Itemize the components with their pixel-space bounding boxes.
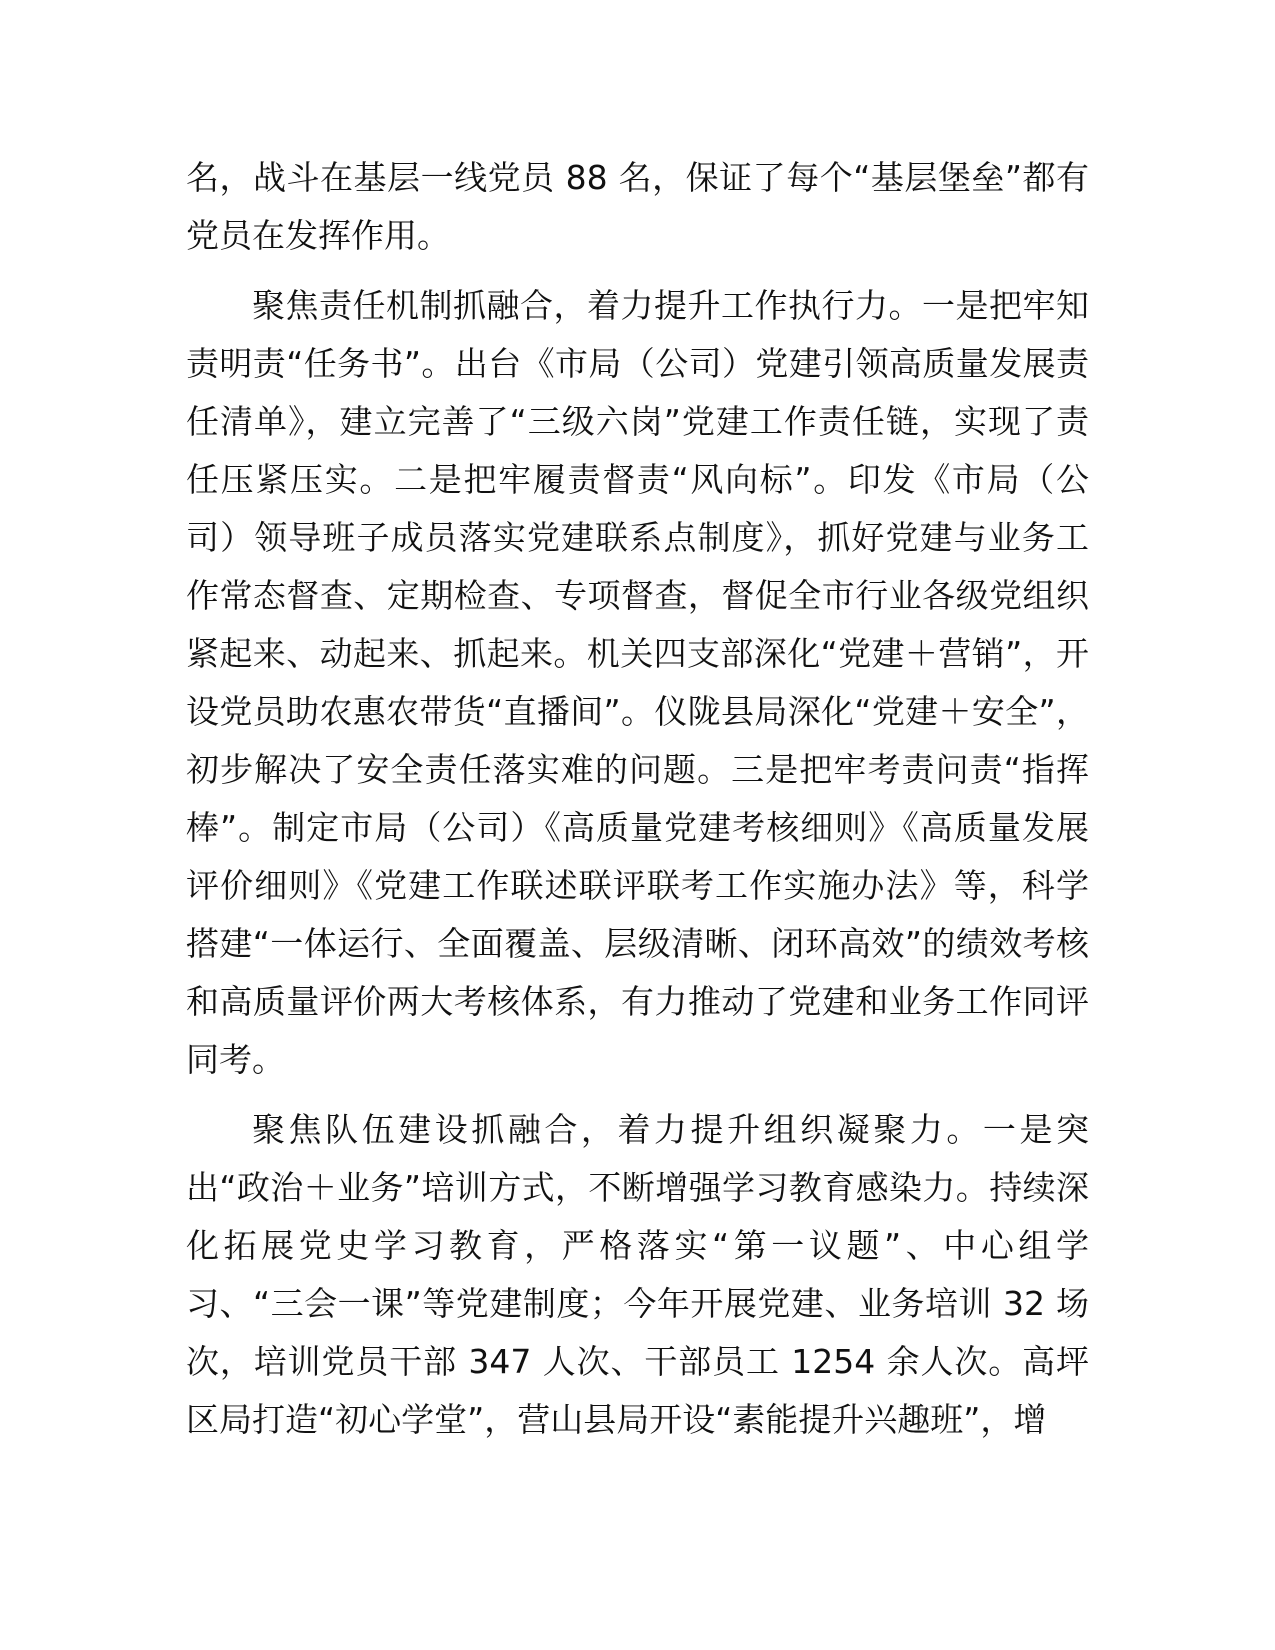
paragraph-1: 名，战斗在基层一线党员 88 名，保证了每个“基层堡垒”都有党员在发挥作用。 xyxy=(186,158,1089,255)
paragraph-2: 聚焦责任机制抓融合，着力提升工作执行力。一是把牢知责明责“任务书”。出台《市局（公司）党建引领高质量发展责任清单》，建立完善了“三级六岗”党建工作责任链，实现了责任压紧压实。二是把牢履责督责“风向标”。印发《市局（公司）领导班子成员落实党建联系点制度》，抓好党建与业务工作常态督查、定期检查、专项督查，督促全市行业各级党组织紧起来、动起来、抓起来。机关四支部深化“党建＋营销”，开设党员助农惠农带货“直播间”。仪陇县局深化“党建＋安全”，初步解决了安全责任落实难的问题。三是把牢考责问责“指挥棒”。制定市局（公司）《高质量党建考核细则》《高质量发展评价细则》《党建工作联述联评联考工作实施办法》等，科学搭建“一体运行、全面覆盖、层级清晰、闭环高效”的绩效考核和高质量评价两大考核体系，有力推动了党建和业务工作同评同考。 xyxy=(186,286,1089,1079)
paragraph-3: 聚焦队伍建设抓融合，着力提升组织凝聚力。一是突出“政治＋业务”培训方式，不断增强学习教育感染力。持续深化拓展党史学习教育，严格落实“第一议题”、中心组学习、“三会一课”等党建制度；今年开展党建、业务培训 32 场次，培训党员干部 347 人次、干部员工 1254 余人次。高坪区局打造“初心学堂”，营山县局开设“素能提升兴趣班”，增 xyxy=(186,1110,1089,1439)
document-body xyxy=(186,149,1089,1449)
